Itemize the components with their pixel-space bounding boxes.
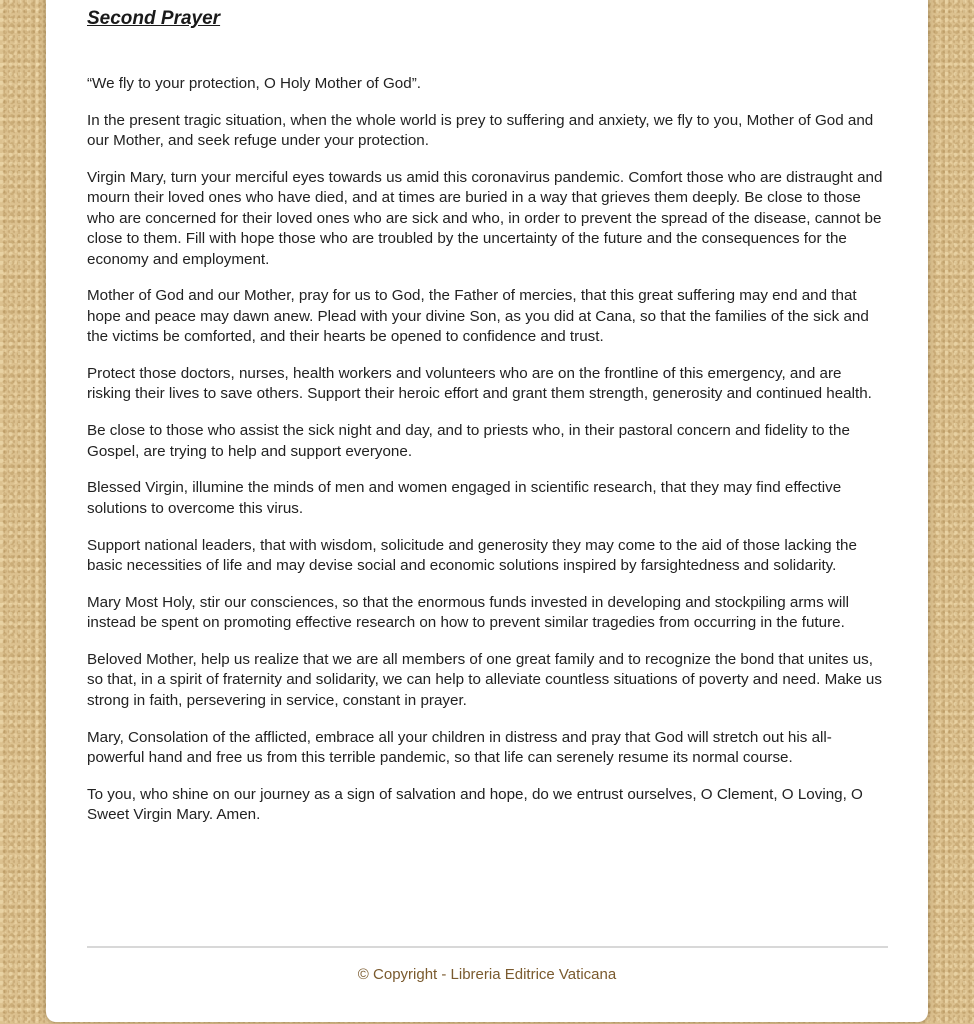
prayer-paragraph: Blessed Virgin, illumine the minds of men and women engaged in scientific research, that they may find effective solutions to overcome this virus. [87, 479, 842, 517]
prayer-paragraph: Be close to those who assist the sick night and day, and to priests who, in their pastoral concern and fidelity to the Gospel, are trying to help and support everyone. [87, 422, 850, 460]
prayer-paragraph: “We fly to your protection, O Holy Mother of God”. [87, 75, 421, 92]
content-card [46, 0, 928, 1022]
prayer-paragraph: Virgin Mary, turn your merciful eyes towards us amid this coronavirus pandemic. Comfort those who are distraught and mourn their loved ones who have died, and at times are buried in a way that grieves them deeply. Be close to those who are concerned for their loved ones who are sick and who, in order to prevent the spread of the disease, cannot be close to them. Fill with hope those who are troubled by the uncertainty of the future and the consequences for the economy and employment. [87, 169, 883, 268]
prayer-paragraph: In the present tragic situation, when the whole world is prey to suffering and anxiety, we fly to you, Mother of God and our Mother, and seek refuge under your protection. [87, 111, 874, 150]
prayer-paragraph: Support national leaders, that with wisdom, solicitude and generosity they may come to the aid of those lacking the basic necessities of life and may devise social and economic solutions inspired by farsightedness and solidarity. [87, 536, 857, 575]
prayer-paragraph: Mother of God and our Mother, pray for us to God, the Father of mercies, that this great suffering may end and that hope and peace may dawn anew. Plead with your divine Son, as you did at Cana, so that the families of the sick and the victims be comforted, and their hearts be opened to confidence and trust. [87, 287, 869, 346]
prayer-paragraph: To you, who shine on our journey as a sign of salvation and hope, do we entrust ourselves, O Clement, O Loving, O Sweet Virgin Mary. Amen. [87, 785, 863, 824]
prayer-paragraph: Mary, Consolation of the afflicted, embrace all your children in distress and pray that God will stretch out his all-powerful hand and free us from this terrible pandemic, so that life can serenely resume its normal course. [87, 728, 832, 767]
prayer-paragraph: Beloved Mother, help us realize that we are all members of one great family and to recognize the bond that unites us, so that, in a spirit of fraternity and solidarity, we can help to alleviate countless situations of poverty and need. Make us strong in faith, persevering in service, constant in prayer. [87, 651, 882, 709]
prayer-paragraph: Protect those doctors, nurses, health workers and volunteers who are on the frontline of this emergency, and are risking their lives to save others. Support their heroic effort and grant them strength, generosity and continued health. [87, 365, 872, 403]
footer-divider [87, 946, 888, 948]
prayer-paragraph: Mary Most Holy, stir our consciences, so that the enormous funds invested in developing and stockpiling arms will instead be spent on promoting effective research on how to prevent similar tragedies from occurring in the future. [87, 593, 849, 632]
prayer-body [87, 6, 888, 842]
page-title: Second Prayer [87, 8, 221, 29]
copyright-link[interactable]: © Copyright - Libreria Editrice Vaticana [357, 966, 617, 983]
